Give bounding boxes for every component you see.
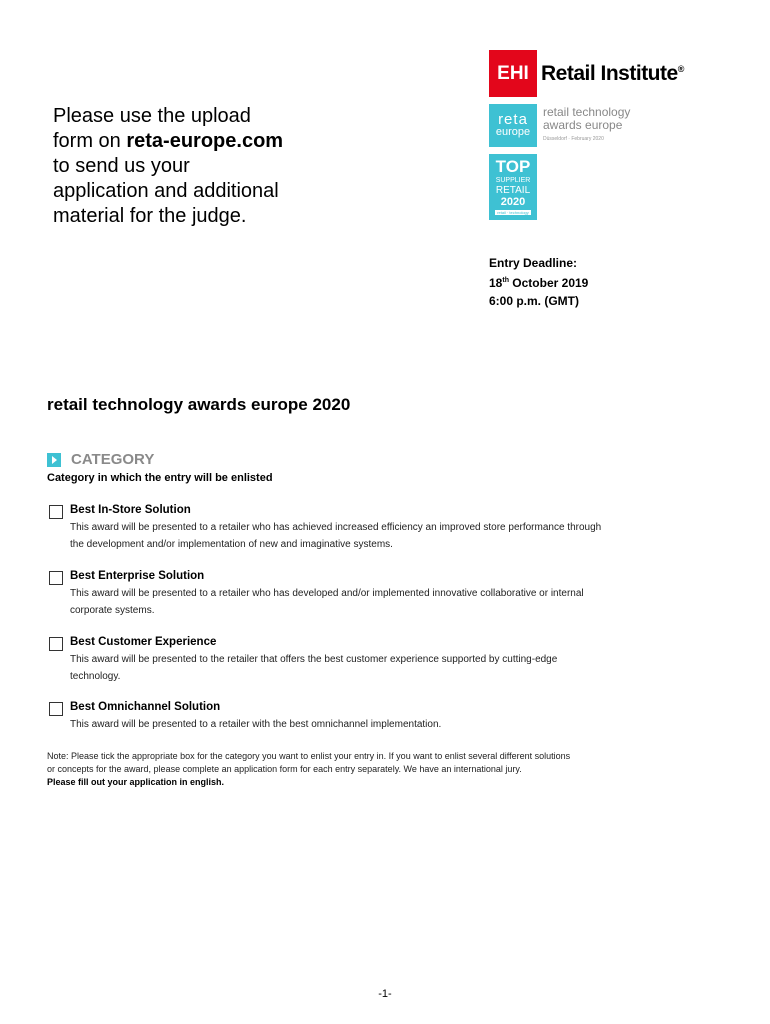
option-desc-line-1: This award will be presented to the retailer that offers the best customer experience supported by cutting-edge: [70, 654, 558, 665]
reta-caption-line-1: retail technology: [543, 105, 631, 119]
checkbox-enterprise[interactable]: [49, 571, 63, 585]
note-line-2: or concepts for the award, please complete an application form for each entry separately. We have an international jury.: [47, 764, 522, 774]
reta-caption-small: Düsseldorf · February 2020: [543, 136, 604, 142]
option-description: [70, 586, 710, 619]
checkbox-customer-experience[interactable]: [49, 637, 63, 651]
entry-deadline: [489, 254, 588, 310]
page-title: retail technology awards europe 2020: [47, 395, 351, 414]
ehi-logo: [489, 50, 684, 97]
intro-line-2: [53, 129, 353, 154]
option-desc-line-2: the development and/or implementation of new and imaginative systems.: [70, 538, 393, 550]
ehi-logo-box: EHI: [489, 50, 537, 97]
option-name: Best Enterprise Solution: [70, 570, 205, 582]
reta-logo-word: reta: [498, 110, 528, 128]
intro-line-4: application and additional: [53, 180, 279, 202]
option-description: [70, 652, 710, 685]
option-description: [70, 717, 710, 734]
note-text: [47, 750, 687, 789]
option-desc-line-2: technology.: [70, 670, 121, 682]
badge-top: TOP: [495, 157, 531, 176]
intro-line-1: Please use the upload: [53, 105, 251, 127]
badge-supplier: SUPPLIER: [495, 177, 531, 184]
option-name: Best Customer Experience: [70, 636, 217, 648]
option-desc-line-1: This award will be presented to a retailer who has developed and/or implemented innovative collaborative or internal: [70, 588, 584, 599]
deadline-date: [489, 272, 588, 292]
category-subtitle: Category in which the entry will be enlisted: [47, 472, 273, 484]
category-header: [47, 451, 154, 468]
option-description: [70, 520, 710, 553]
option-desc-line-1: This award will be presented to a retailer with the best omnichannel implementation.: [70, 719, 442, 730]
intro-line-3: to send us your: [53, 155, 190, 177]
deadline-time: 6:00 p.m. (GMT): [489, 294, 580, 308]
note-line-1: Note: Please tick the appropriate box for the category you want to enlist your entry in. If you want to enlist several different solutions: [47, 751, 571, 761]
option-desc-line-1: This award will be presented to a retailer who has achieved increased efficiency an improved store performance through: [70, 522, 602, 533]
note-line-3: Please fill out your application in english.: [47, 777, 225, 787]
deadline-month-year: October 2019: [508, 276, 589, 290]
reta-logo-europe: europe: [495, 125, 531, 138]
checkbox-omnichannel[interactable]: [49, 702, 63, 716]
deadline-day: 18: [489, 276, 503, 290]
page-number: -1-: [378, 988, 392, 1000]
option-desc-line-2: corporate systems.: [70, 604, 155, 616]
option-name: Best In-Store Solution: [70, 504, 191, 516]
category-title: CATEGORY: [71, 451, 155, 468]
play-arrow-icon: [47, 453, 61, 467]
top-supplier-badge: [489, 154, 537, 220]
registered-mark: ®: [677, 63, 684, 74]
intro-line-5: material for the judge.: [53, 205, 247, 227]
deadline-day-suffix: th: [502, 277, 509, 284]
badge-footer: retail · technology: [497, 210, 529, 215]
reta-logo-caption: [543, 104, 630, 147]
option-name: Best Omnichannel Solution: [70, 701, 221, 713]
badge-year: 2020: [500, 196, 526, 208]
reta-logo-box: [489, 104, 537, 147]
upload-instructions: [53, 104, 353, 229]
badge-retail: RETAIL: [495, 185, 531, 196]
checkbox-in-store[interactable]: [49, 505, 63, 519]
reta-logo: [489, 104, 630, 147]
ehi-logo-name: [541, 62, 684, 86]
intro-line-2-prefix: form on: [53, 130, 127, 152]
ehi-logo-text: Retail Institute: [541, 61, 678, 85]
reta-caption-line-2: awards europe: [543, 118, 623, 132]
upload-site-link[interactable]: reta-europe.com: [126, 130, 284, 152]
deadline-label: Entry Deadline:: [489, 256, 578, 270]
